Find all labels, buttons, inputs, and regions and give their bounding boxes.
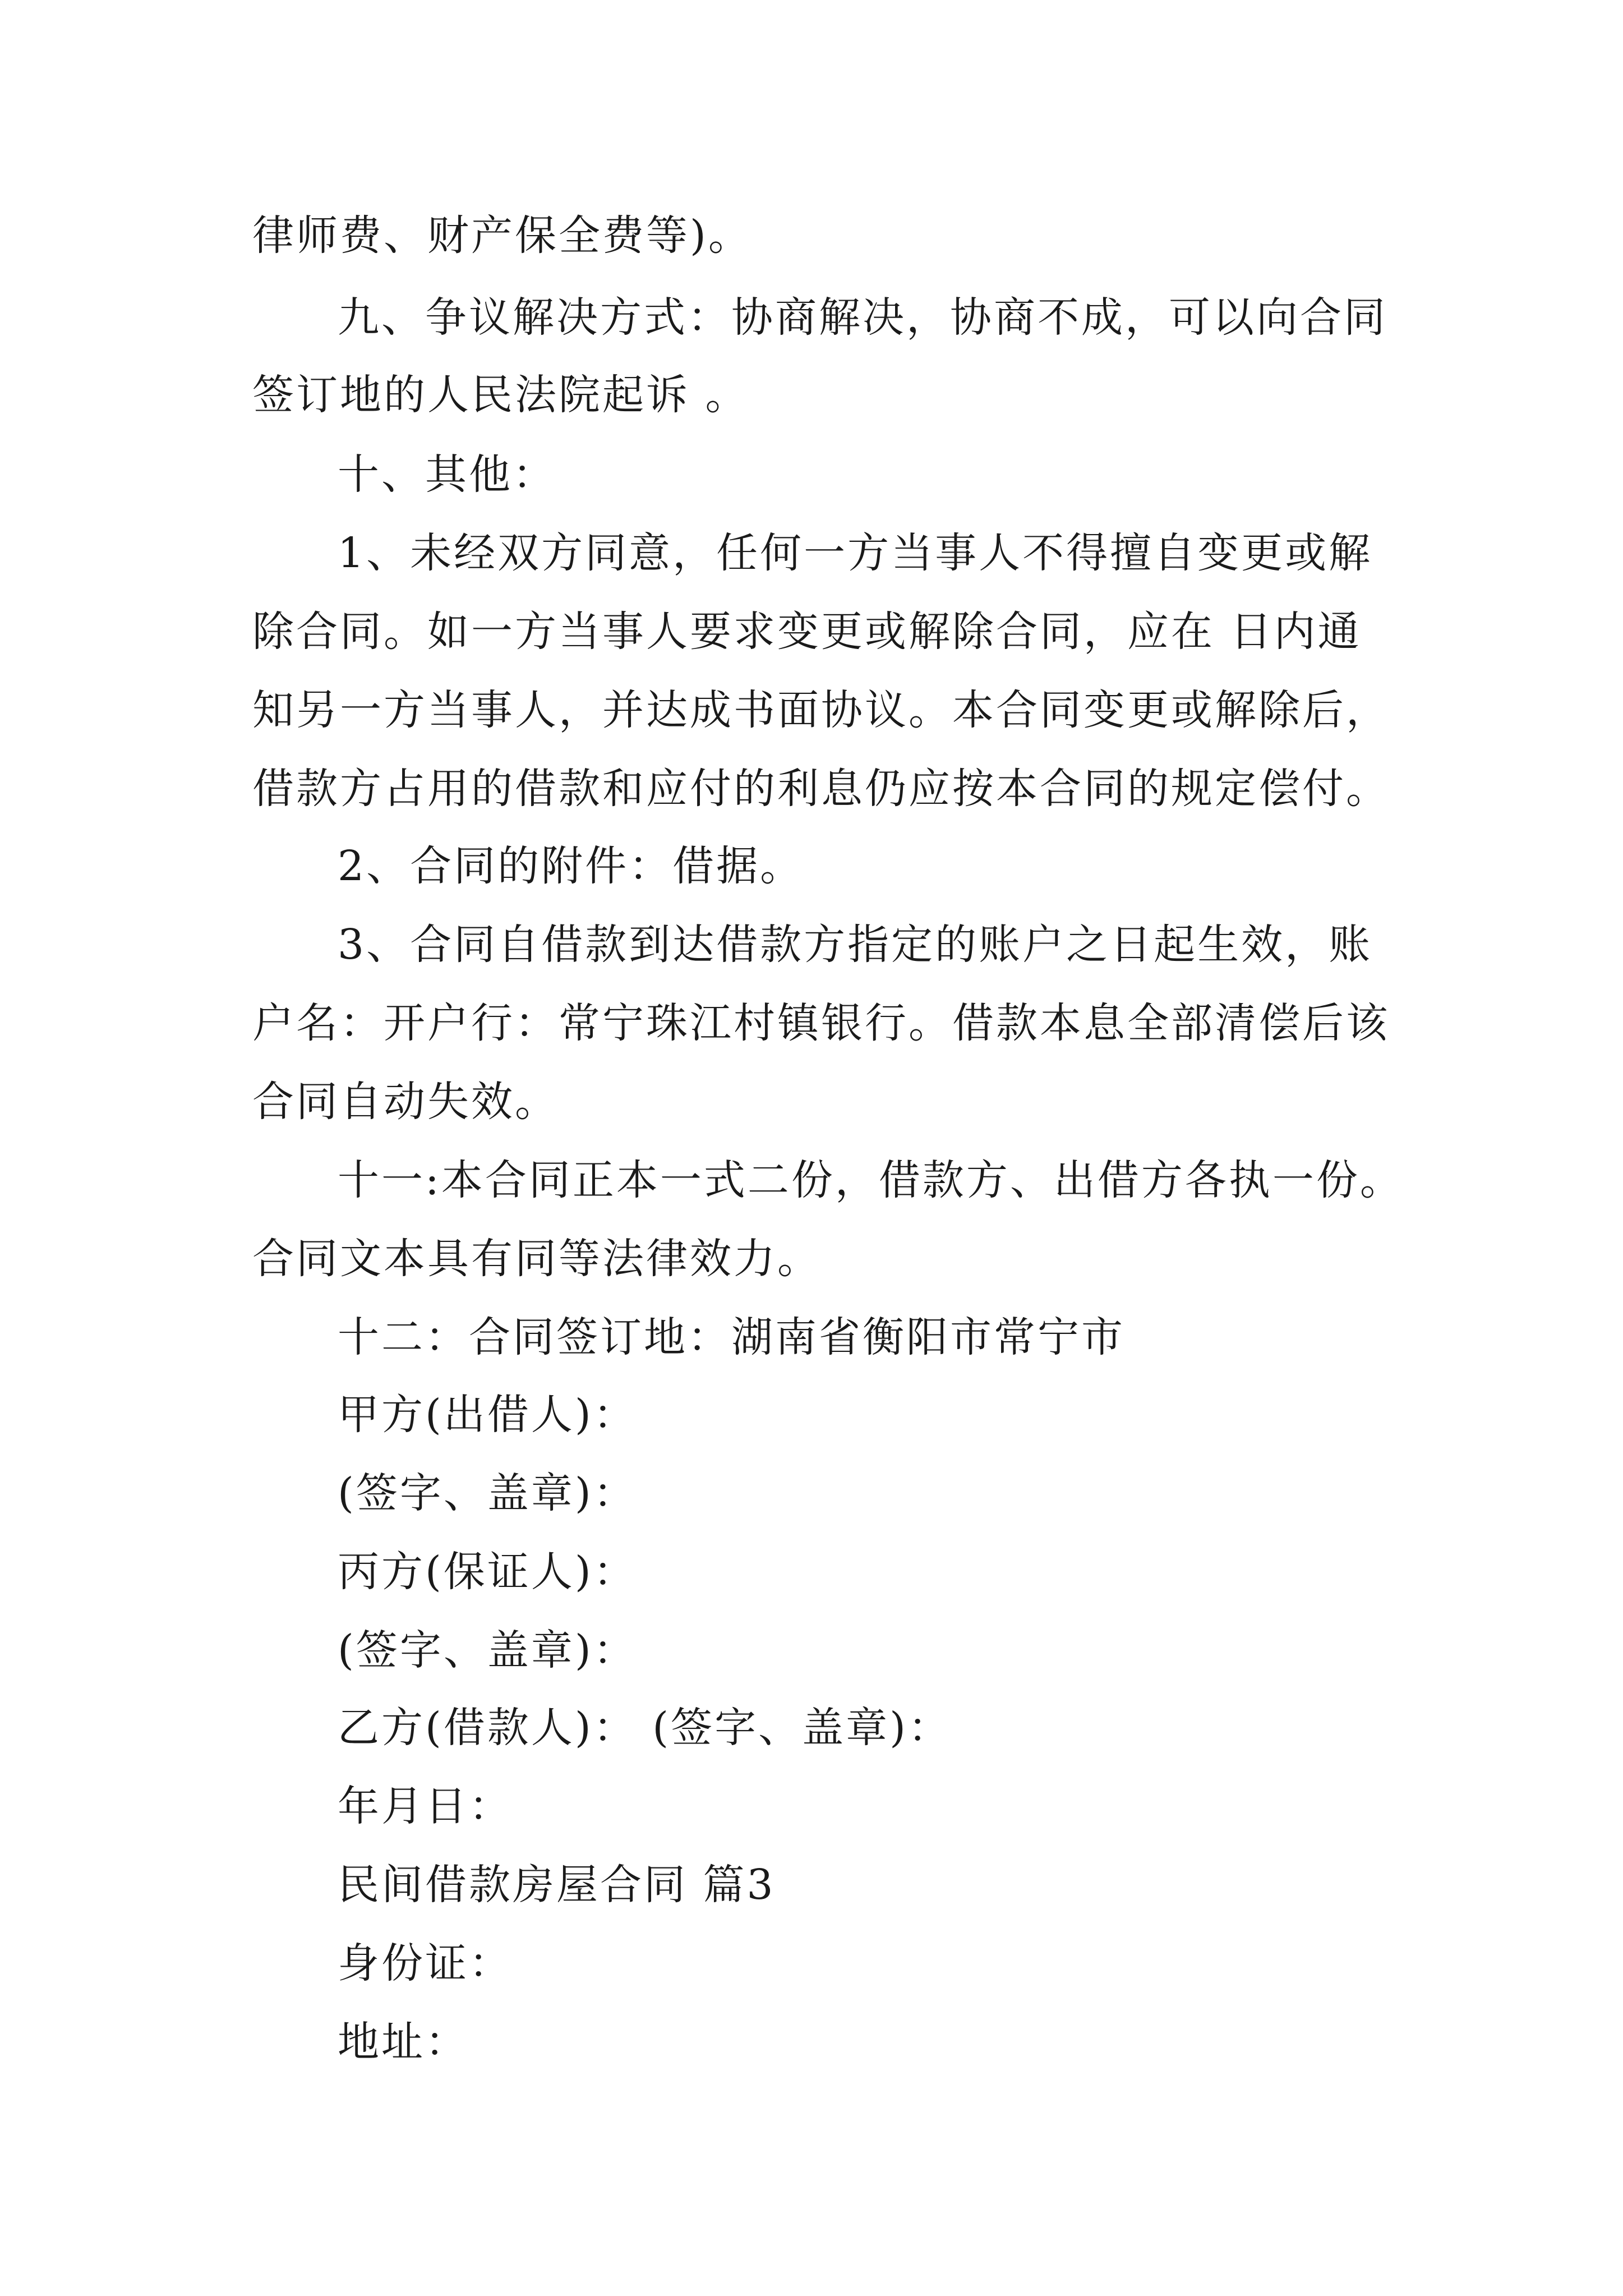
text-line-9: 2、合同的附件：借据。 xyxy=(338,842,804,890)
text-line-2: 九、争议解决方式：协商解决，协商不成，可以向合同 xyxy=(338,293,1387,342)
text-line-18: 丙方(保证人)： xyxy=(338,1548,637,1596)
text-line-3: 签订地的人民法院起诉 。 xyxy=(252,371,749,419)
text-line-13: 十一:本合同正本一式二份，借款方、出借方各执一份。 xyxy=(338,1156,1404,1204)
text-line-23: 身份证： xyxy=(338,1939,513,1987)
text-line-8: 借款方占用的借款和应付的利息仍应按本合同的规定偿付。 xyxy=(252,765,1390,813)
text-line-6: 除合同。如一方当事人要求变更或解除合同，应在 日内通 xyxy=(252,608,1362,656)
text-line-5: 1、未经双方同意，任何一方当事人不得擅自变更或解 xyxy=(338,529,1373,577)
text-line-7: 知另一方当事人，并达成书面协议。本合同变更或解除后， xyxy=(252,686,1390,734)
text-line-24: 地址： xyxy=(338,2018,469,2066)
text-line-14: 合同文本具有同等法律效力。 xyxy=(252,1235,821,1283)
text-line-17: (签字、盖章)： xyxy=(338,1469,637,1517)
text-line-20: 乙方(借款人)： (签字、盖章)： xyxy=(338,1704,952,1752)
text-line-10: 3、合同自借款到达借款方指定的账户之日起生效，账 xyxy=(338,921,1373,969)
text-line-16: 甲方(出借人)： xyxy=(338,1391,637,1439)
text-line-22: 民间借款房屋合同 篇3 xyxy=(338,1861,776,1909)
text-line-1: 律师费、财产保全费等)。 xyxy=(252,211,752,260)
text-line-15: 十二：合同签订地：湖南省衡阳市常宁市 xyxy=(338,1313,1125,1361)
text-line-4: 十、其他： xyxy=(338,450,556,499)
text-line-19: (签字、盖章)： xyxy=(338,1626,637,1674)
text-line-11: 户名：开户行：常宁珠江村镇银行。借款本息全部清偿后该 xyxy=(252,999,1390,1047)
text-line-21: 年月日： xyxy=(338,1782,513,1830)
text-line-12: 合同自动失效。 xyxy=(252,1078,559,1126)
